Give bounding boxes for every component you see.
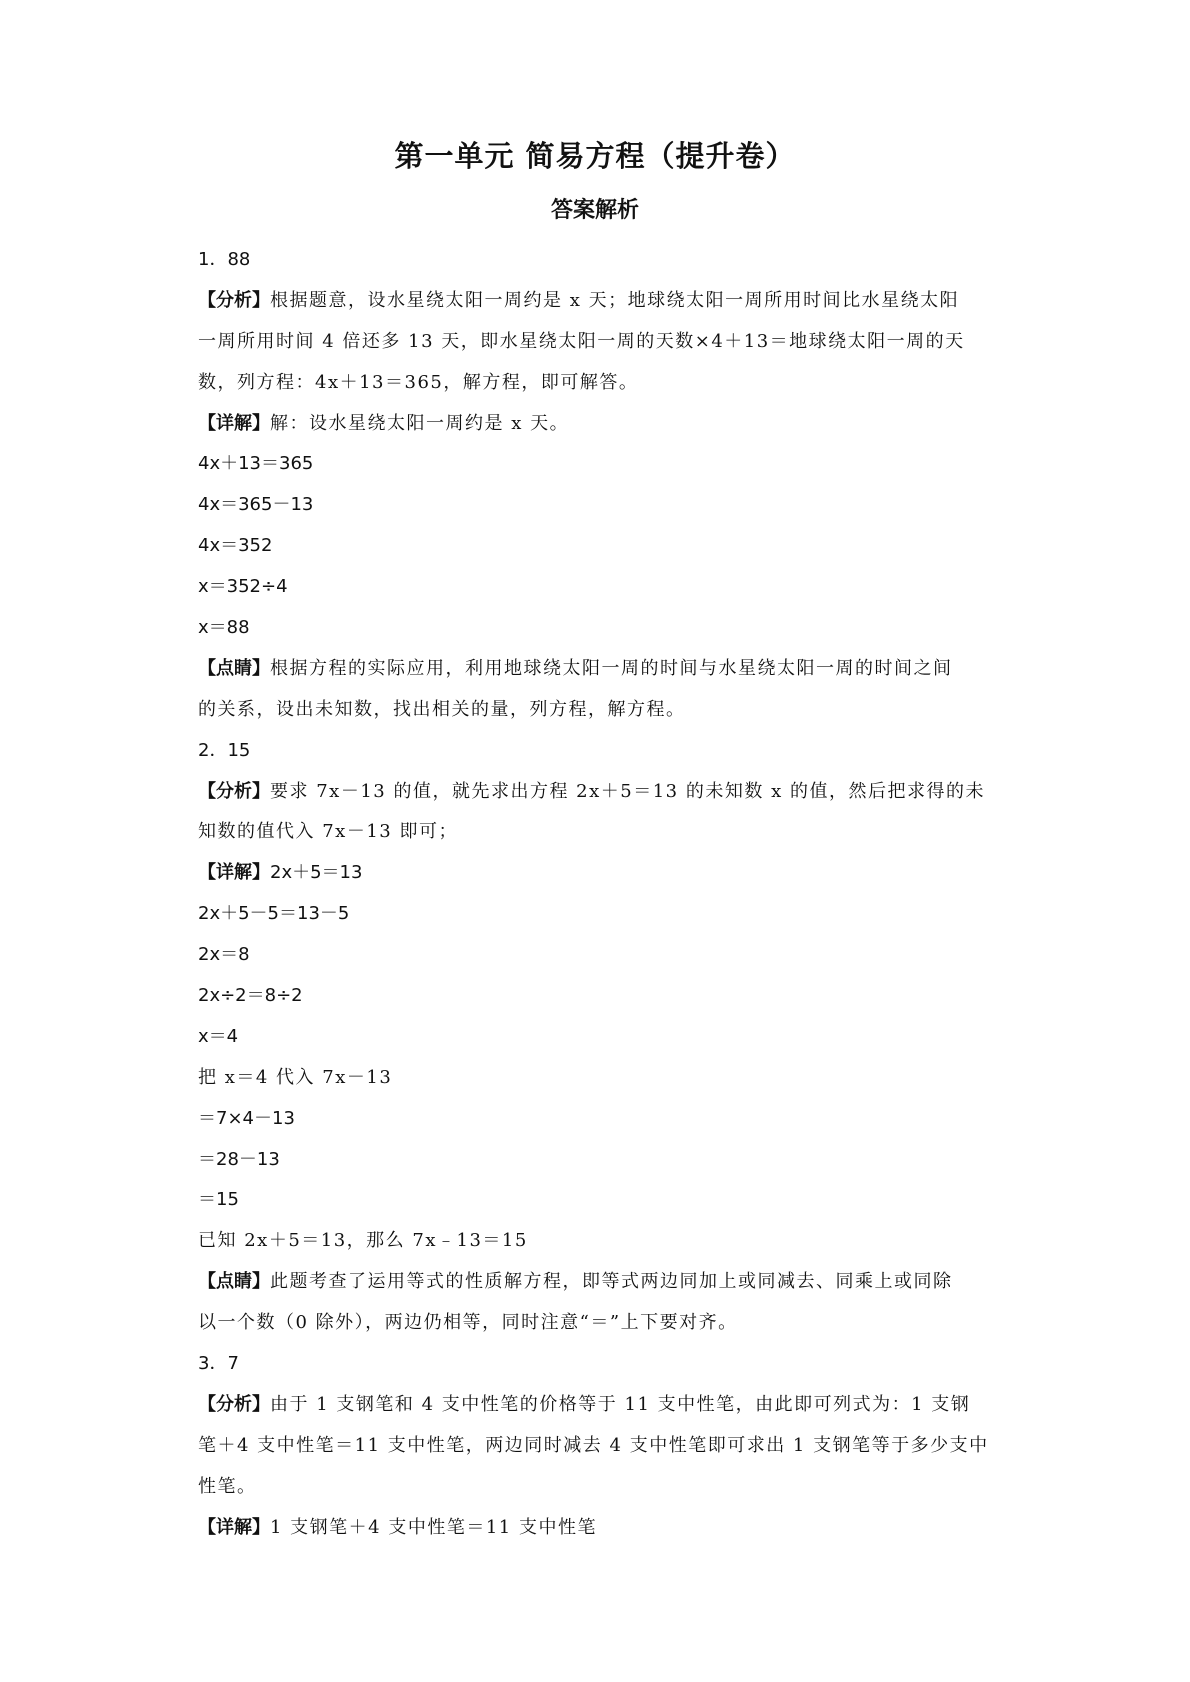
line-text: 4x＝352 <box>198 535 273 557</box>
line-text: 由于 1 支钢笔和 4 支中性笔的价格等于 11 支中性笔，由此即可列式为：1 支钢 <box>270 1393 971 1415</box>
section-tag: 【分析】 <box>198 780 270 802</box>
text-line <box>198 731 1010 772</box>
text-line <box>198 281 1010 322</box>
text-line <box>198 812 1010 853</box>
line-text: 解：设水星绕太阳一周约是 x 天。 <box>270 412 570 434</box>
line-text: 2x÷2＝8÷2 <box>198 985 303 1007</box>
line-text: 数，列方程：4x＋13＝365，解方程，即可解答。 <box>198 371 639 393</box>
line-text: 把 x＝4 代入 7x－13 <box>198 1066 393 1088</box>
line-text: 4x＋13＝365 <box>198 453 314 475</box>
section-tag: 【点睛】 <box>198 1271 270 1293</box>
text-line <box>198 1303 1010 1344</box>
text-line <box>198 1140 1010 1181</box>
line-text: ＝7×4－13 <box>198 1107 295 1129</box>
text-line <box>198 976 1010 1017</box>
line-text: 2．15 <box>198 739 251 761</box>
text-line <box>198 690 1010 731</box>
text-line <box>198 240 1010 281</box>
document-body <box>198 240 1010 1549</box>
section-tag: 【分析】 <box>198 1393 270 1415</box>
line-text: 性笔。 <box>198 1475 257 1497</box>
line-text: 一周所用时间 4 倍还多 13 天，即水星绕太阳一周的天数×4＋13＝地球绕太阳一周的天 <box>198 330 965 352</box>
line-text: x＝4 <box>198 1025 239 1047</box>
line-text: 要求 7x－13 的值，就先求出方程 2x＋5＝13 的未知数 x 的值，然后把求得的未 <box>270 780 985 802</box>
line-text: 4x＝365－13 <box>198 494 314 516</box>
text-line <box>198 1385 1010 1426</box>
line-text: 根据题意，设水星绕太阳一周约是 x 天；地球绕太阳一周所用时间比水星绕太阳 <box>270 289 960 311</box>
text-line <box>198 894 1010 935</box>
section-tag: 【详解】 <box>198 412 270 434</box>
section-tag: 【详解】 <box>198 862 270 884</box>
text-line <box>198 935 1010 976</box>
line-text: 以一个数（0 除外），两边仍相等，同时注意“＝”上下要对齐。 <box>198 1312 738 1334</box>
text-line <box>198 1426 1010 1467</box>
text-line <box>198 1058 1010 1099</box>
text-line <box>198 772 1010 813</box>
text-line <box>198 322 1010 363</box>
line-text: 3．7 <box>198 1353 239 1375</box>
section-tag: 【详解】 <box>198 1516 270 1538</box>
text-line <box>198 485 1010 526</box>
text-line <box>198 444 1010 485</box>
section-tag: 【分析】 <box>198 289 270 311</box>
line-text: 已知 2x＋5＝13，那么 7x﹣13＝15 <box>198 1230 528 1252</box>
text-line <box>198 363 1010 404</box>
text-line <box>198 1017 1010 1058</box>
document-subtitle: 答案解析 <box>550 198 639 223</box>
text-line <box>198 1180 1010 1221</box>
line-text: 1 支钢笔＋4 支中性笔＝11 支中性笔 <box>270 1516 597 1538</box>
text-line <box>198 853 1010 894</box>
text-line <box>198 608 1010 649</box>
line-text: 2x＋5＝13 <box>270 862 363 884</box>
text-line <box>198 1467 1010 1508</box>
text-line <box>198 1344 1010 1385</box>
line-text: 1．88 <box>198 249 251 270</box>
line-text: ＝28－13 <box>198 1148 280 1170</box>
line-text: x＝88 <box>198 617 250 639</box>
text-line <box>198 526 1010 567</box>
line-text: 此题考查了运用等式的性质解方程，即等式两边同加上或同减去、同乘上或同除 <box>270 1271 953 1293</box>
section-tag: 【点睛】 <box>198 657 270 679</box>
line-text: 2x＋5－5＝13－5 <box>198 903 350 925</box>
line-text: x＝352÷4 <box>198 576 288 598</box>
text-line <box>198 567 1010 608</box>
text-line <box>198 1099 1010 1140</box>
text-line <box>198 1262 1010 1303</box>
text-line <box>198 1508 1010 1549</box>
line-text: 根据方程的实际应用，利用地球绕太阳一周的时间与水星绕太阳一周的时间之间 <box>270 657 953 679</box>
text-line <box>198 1221 1010 1262</box>
text-line <box>198 649 1010 690</box>
line-text: 2x＝8 <box>198 944 250 966</box>
line-text: ＝15 <box>198 1189 239 1211</box>
text-line <box>198 404 1010 445</box>
document-title: 第一单元 简易方程（提升卷） <box>394 139 796 173</box>
line-text: 的关系，设出未知数，找出相关的量，列方程，解方程。 <box>198 698 686 720</box>
line-text: 笔＋4 支中性笔＝11 支中性笔，两边同时减去 4 支中性笔即可求出 1 支钢笔等于多少支中 <box>198 1434 989 1456</box>
line-text: 知数的值代入 7x－13 即可； <box>198 821 458 843</box>
